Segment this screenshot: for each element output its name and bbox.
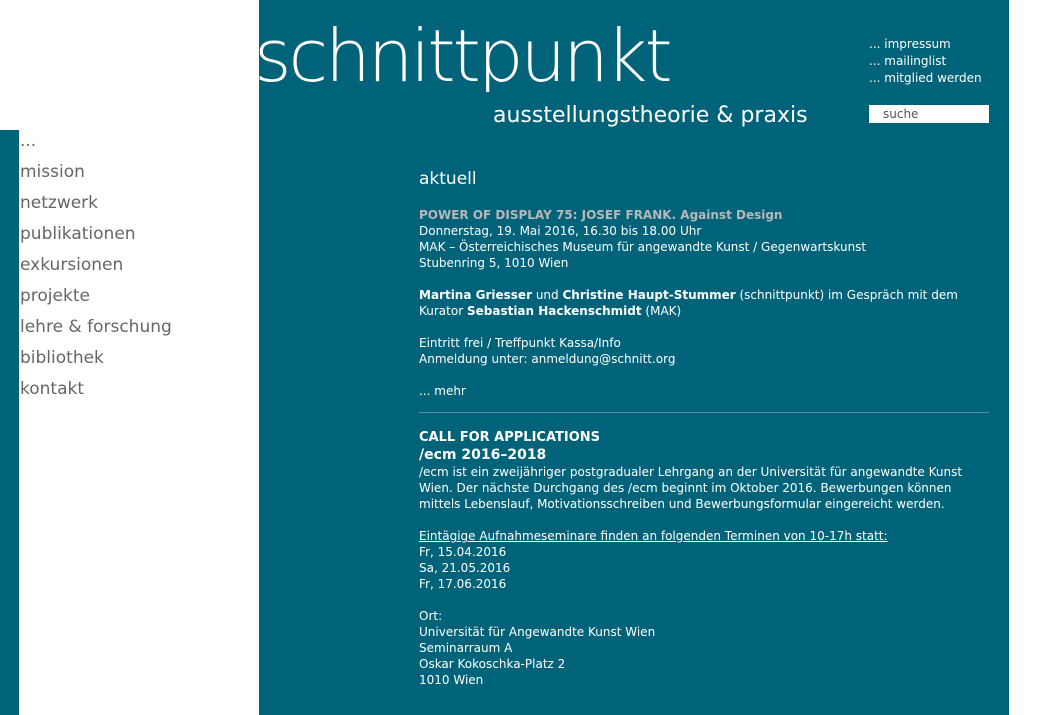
location-line: 1010 Wien xyxy=(419,673,484,687)
seminar-date: Fr, 15.04.2016 xyxy=(419,545,507,559)
call-subtitle: /ecm 2016–2018 xyxy=(419,447,547,463)
top-links xyxy=(869,36,982,87)
more-link-wrapper xyxy=(419,383,989,399)
location-line: Universität für Angewandte Kunst Wien xyxy=(419,625,656,639)
section-heading-aktuell: aktuell xyxy=(419,169,477,189)
nav-item-exkursionen[interactable]: exkursionen xyxy=(20,255,124,275)
main-nav xyxy=(20,129,172,408)
location-line: Oskar Kokoschka-Platz 2 xyxy=(419,657,566,671)
impressum-link[interactable]: ... impressum xyxy=(869,37,951,51)
nav-item-lehre-forschung[interactable]: lehre & forschung xyxy=(20,317,172,337)
event-address: Stubenring 5, 1010 Wien xyxy=(419,256,569,270)
nav-item-projekte[interactable]: projekte xyxy=(20,286,90,306)
section-divider xyxy=(419,412,989,413)
call-description: /ecm ist ein zweijähriger postgradualer Lehrgang an der Universität für angewandte Kunst Wien. Der nächste Durchgang des /ecm beginnt im Oktober 2016. Bewerbungen können mittels Lebenslauf, Motivationsschreiben und Bewerbungsformular eingereicht werden. xyxy=(419,465,963,511)
curator-name: Sebastian Hackenschmidt xyxy=(466,304,642,318)
seminars-link[interactable]: Eintägige Aufnahmeseminare finden an folgenden Terminen von 10-17h statt: xyxy=(419,529,888,543)
nav-item-publikationen[interactable]: publikationen xyxy=(20,224,136,244)
mailinglist-link[interactable]: ... mailinglist xyxy=(869,54,947,68)
event-venue: MAK – Österreichisches Museum für angewandte Kunst / Gegenwartskunst xyxy=(419,240,867,254)
nav-item-mission[interactable]: mission xyxy=(20,162,85,182)
more-link[interactable]: ... mehr xyxy=(419,384,466,398)
nav-item-netzwerk[interactable]: netzwerk xyxy=(20,193,99,213)
search-input[interactable] xyxy=(869,105,989,123)
event-registration: Anmeldung unter: anmeldung@schnitt.org xyxy=(419,352,676,366)
curator-prefix: Kurator xyxy=(419,304,467,318)
event-date: Donnerstag, 19. Mai 2016, 16.30 bis 18.00 Uhr xyxy=(419,224,702,238)
speaker-suffix: (schnittpunkt) im Gespräch mit dem xyxy=(735,288,958,302)
speaker-name: Christine Haupt-Stummer xyxy=(562,288,736,302)
speaker-connector: und xyxy=(532,288,563,302)
nav-item-bibliothek[interactable]: bibliothek xyxy=(20,348,104,368)
mitglied-werden-link[interactable]: ... mitglied werden xyxy=(869,71,982,85)
event-title[interactable]: POWER OF DISPLAY 75: JOSEF FRANK. Against Design xyxy=(419,208,783,222)
left-color-strip xyxy=(0,130,19,715)
location-line: Seminarraum A xyxy=(419,641,513,655)
seminar-date: Sa, 21.05.2016 xyxy=(419,561,511,575)
site-tagline: ausstellungstheorie & praxis xyxy=(493,103,808,128)
call-title: CALL FOR APPLICATIONS xyxy=(419,430,600,445)
event-curator xyxy=(419,303,989,319)
site-logo[interactable]: schnittpunkt xyxy=(254,14,670,98)
seminar-date: Fr, 17.06.2016 xyxy=(419,577,507,591)
curator-suffix: (MAK) xyxy=(641,304,682,318)
nav-item-home[interactable]: ... xyxy=(20,131,37,151)
speaker-name: Martina Griesser xyxy=(419,288,532,302)
nav-item-kontakt[interactable]: kontakt xyxy=(20,379,85,399)
location-label: Ort: xyxy=(419,609,443,623)
main-content xyxy=(419,168,989,688)
event-speakers xyxy=(419,287,989,303)
event-entry: Eintritt frei / Treffpunkt Kassa/Info xyxy=(419,336,621,350)
